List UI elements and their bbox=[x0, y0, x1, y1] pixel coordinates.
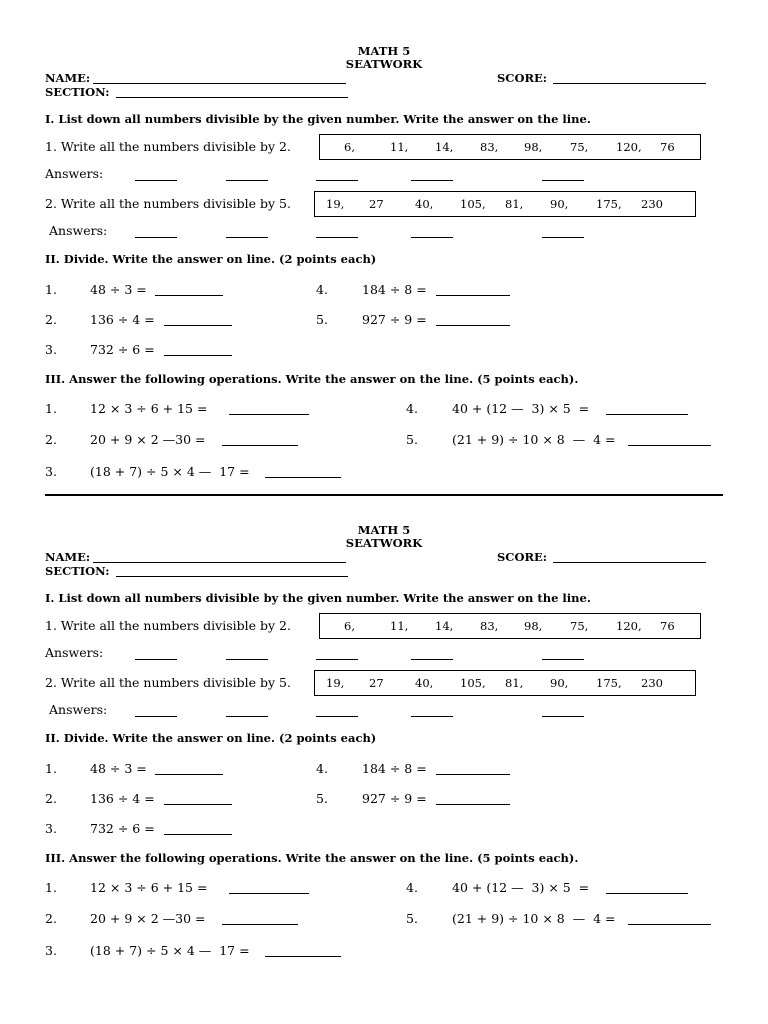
item-number: 3. bbox=[45, 342, 57, 357]
answer-line[interactable] bbox=[226, 659, 268, 660]
answer-line[interactable] bbox=[155, 774, 223, 775]
answer-line[interactable] bbox=[135, 659, 177, 660]
q1-number-box bbox=[319, 134, 701, 160]
item-number: 5. bbox=[406, 911, 418, 926]
item-number: 1. bbox=[45, 880, 57, 895]
worksheet-top bbox=[0, 0, 768, 478]
number: 83, bbox=[480, 140, 499, 154]
number: 230 bbox=[641, 197, 663, 211]
operation-expression: 20 + 9 × 2 —30 = bbox=[90, 911, 206, 926]
answer-line[interactable] bbox=[135, 716, 177, 717]
answer-line[interactable] bbox=[164, 804, 232, 805]
answer-line[interactable] bbox=[628, 445, 711, 446]
item-number: 3. bbox=[45, 821, 57, 836]
answer-line[interactable] bbox=[606, 893, 688, 894]
number: 40, bbox=[415, 676, 434, 690]
division-expression: 927 ÷ 9 = bbox=[362, 312, 427, 327]
number: 75, bbox=[570, 140, 589, 154]
division-expression: 48 ÷ 3 = bbox=[90, 282, 147, 297]
number: 230 bbox=[641, 676, 663, 690]
item-number: 4. bbox=[406, 401, 418, 416]
number: 120, bbox=[616, 619, 642, 633]
answer-line[interactable] bbox=[542, 237, 584, 238]
name-label: NAME: bbox=[45, 550, 91, 564]
answer-line[interactable] bbox=[316, 180, 358, 181]
number: 105, bbox=[460, 197, 486, 211]
answer-line[interactable] bbox=[436, 774, 510, 775]
answer-line[interactable] bbox=[164, 325, 232, 326]
answer-line[interactable] bbox=[155, 295, 223, 296]
item-number: 5. bbox=[316, 791, 328, 806]
answer-line[interactable] bbox=[229, 414, 309, 415]
answer-line[interactable] bbox=[316, 716, 358, 717]
item-number: 4. bbox=[406, 880, 418, 895]
division-expression: 136 ÷ 4 = bbox=[90, 312, 155, 327]
number: 6, bbox=[344, 140, 355, 154]
answer-line[interactable] bbox=[135, 237, 177, 238]
number: 76 bbox=[660, 619, 675, 633]
number: 175, bbox=[596, 197, 622, 211]
item-number: 2. bbox=[45, 911, 57, 926]
score-line[interactable] bbox=[553, 562, 706, 563]
part2-heading: II. Divide. Write the answer on line. (2 points each) bbox=[45, 252, 377, 266]
number: 81, bbox=[505, 676, 524, 690]
operation-expression: 12 × 3 ÷ 6 + 15 = bbox=[90, 401, 208, 416]
number: 11, bbox=[390, 619, 409, 633]
answer-line[interactable] bbox=[135, 180, 177, 181]
item-number: 2. bbox=[45, 791, 57, 806]
division-expression: 184 ÷ 8 = bbox=[362, 761, 427, 776]
answer-line[interactable] bbox=[164, 355, 232, 356]
item-number: 2. bbox=[45, 312, 57, 327]
operation-expression: 12 × 3 ÷ 6 + 15 = bbox=[90, 880, 208, 895]
q1-prompt: 1. Write all the numbers divisible by 2. bbox=[45, 618, 291, 633]
answer-line[interactable] bbox=[411, 237, 453, 238]
operation-expression: 40 + (12 — 3) × 5 = bbox=[452, 401, 590, 416]
division-expression: 48 ÷ 3 = bbox=[90, 761, 147, 776]
item-number: 4. bbox=[316, 761, 328, 776]
number: 98, bbox=[524, 140, 543, 154]
answer-line[interactable] bbox=[411, 716, 453, 717]
operation-expression: 20 + 9 × 2 —30 = bbox=[90, 432, 206, 447]
name-line[interactable] bbox=[93, 83, 346, 84]
answers-label: Answers: bbox=[45, 645, 104, 660]
q2-prompt: 2. Write all the numbers divisible by 5. bbox=[45, 196, 291, 211]
worksheet-bottom bbox=[0, 479, 768, 957]
part1-heading: I. List down all numbers divisible by the given number. Write the answer on the line. bbox=[45, 112, 591, 126]
name-label: NAME: bbox=[45, 71, 91, 85]
answer-line[interactable] bbox=[265, 477, 341, 478]
answer-line[interactable] bbox=[606, 414, 688, 415]
section-label: SECTION: bbox=[45, 564, 110, 578]
answer-line[interactable] bbox=[222, 445, 298, 446]
answer-line[interactable] bbox=[542, 659, 584, 660]
number: 105, bbox=[460, 676, 486, 690]
answers-label: Answers: bbox=[45, 166, 104, 181]
number: 19, bbox=[326, 197, 345, 211]
number: 75, bbox=[570, 619, 589, 633]
section-line[interactable] bbox=[116, 576, 348, 577]
score-label: SCORE: bbox=[497, 550, 548, 564]
part3-heading: III. Answer the following operations. Write the answer on the line. (5 points each). bbox=[45, 851, 579, 865]
number: 90, bbox=[550, 197, 569, 211]
number: 81, bbox=[505, 197, 524, 211]
answer-line[interactable] bbox=[265, 956, 341, 957]
operation-expression: (21 + 9) ÷ 10 × 8 — 4 = bbox=[452, 432, 616, 447]
answer-line[interactable] bbox=[542, 180, 584, 181]
number: 76 bbox=[660, 140, 675, 154]
q1-number-box bbox=[319, 613, 701, 639]
division-expression: 732 ÷ 6 = bbox=[90, 821, 155, 836]
answer-line[interactable] bbox=[628, 924, 711, 925]
operation-expression: (18 + 7) ÷ 5 × 4 — 17 = bbox=[90, 943, 250, 958]
number: 83, bbox=[480, 619, 499, 633]
number: 98, bbox=[524, 619, 543, 633]
q2-number-box bbox=[314, 191, 696, 217]
number: 14, bbox=[435, 619, 454, 633]
part2-heading: II. Divide. Write the answer on line. (2 points each) bbox=[45, 731, 377, 745]
answer-line[interactable] bbox=[542, 716, 584, 717]
q2-prompt: 2. Write all the numbers divisible by 5. bbox=[45, 675, 291, 690]
section-label: SECTION: bbox=[45, 85, 110, 99]
number: 120, bbox=[616, 140, 642, 154]
division-expression: 927 ÷ 9 = bbox=[362, 791, 427, 806]
answer-line[interactable] bbox=[316, 659, 358, 660]
answer-line[interactable] bbox=[226, 716, 268, 717]
number: 27 bbox=[369, 197, 384, 211]
number: 11, bbox=[390, 140, 409, 154]
item-number: 5. bbox=[406, 432, 418, 447]
score-label: SCORE: bbox=[497, 71, 548, 85]
answer-line[interactable] bbox=[436, 804, 510, 805]
answer-line[interactable] bbox=[436, 325, 510, 326]
answer-line[interactable] bbox=[316, 237, 358, 238]
item-number: 1. bbox=[45, 282, 57, 297]
item-number: 4. bbox=[316, 282, 328, 297]
answer-line[interactable] bbox=[164, 834, 232, 835]
item-number: 1. bbox=[45, 401, 57, 416]
number: 14, bbox=[435, 140, 454, 154]
worksheet-title: SEATWORK bbox=[345, 57, 423, 71]
item-number: 3. bbox=[45, 943, 57, 958]
item-number: 5. bbox=[316, 312, 328, 327]
operation-expression: (18 + 7) ÷ 5 × 4 — 17 = bbox=[90, 464, 250, 479]
part3-heading: III. Answer the following operations. Write the answer on the line. (5 points each). bbox=[45, 372, 579, 386]
division-expression: 136 ÷ 4 = bbox=[90, 791, 155, 806]
score-line[interactable] bbox=[553, 83, 706, 84]
answers-label: Answers: bbox=[49, 223, 108, 238]
section-line[interactable] bbox=[116, 97, 348, 98]
answer-line[interactable] bbox=[222, 924, 298, 925]
name-line[interactable] bbox=[93, 562, 346, 563]
answers-label: Answers: bbox=[49, 702, 108, 717]
answer-line[interactable] bbox=[226, 180, 268, 181]
number: 175, bbox=[596, 676, 622, 690]
part1-heading: I. List down all numbers divisible by the given number. Write the answer on the line. bbox=[45, 591, 591, 605]
answer-line[interactable] bbox=[226, 237, 268, 238]
item-number: 2. bbox=[45, 432, 57, 447]
answer-line[interactable] bbox=[436, 295, 510, 296]
number: 40, bbox=[415, 197, 434, 211]
division-expression: 732 ÷ 6 = bbox=[90, 342, 155, 357]
q2-number-box bbox=[314, 670, 696, 696]
number: 27 bbox=[369, 676, 384, 690]
operation-expression: (21 + 9) ÷ 10 × 8 — 4 = bbox=[452, 911, 616, 926]
item-number: 3. bbox=[45, 464, 57, 479]
q1-prompt: 1. Write all the numbers divisible by 2. bbox=[45, 139, 291, 154]
operation-expression: 40 + (12 — 3) × 5 = bbox=[452, 880, 590, 895]
division-expression: 184 ÷ 8 = bbox=[362, 282, 427, 297]
answer-line[interactable] bbox=[411, 180, 453, 181]
answer-line[interactable] bbox=[411, 659, 453, 660]
subject-title: MATH 5 bbox=[357, 44, 411, 58]
number: 6, bbox=[344, 619, 355, 633]
number: 90, bbox=[550, 676, 569, 690]
answer-line[interactable] bbox=[229, 893, 309, 894]
number: 19, bbox=[326, 676, 345, 690]
item-number: 1. bbox=[45, 761, 57, 776]
worksheet-title: SEATWORK bbox=[345, 536, 423, 550]
subject-title: MATH 5 bbox=[357, 523, 411, 537]
